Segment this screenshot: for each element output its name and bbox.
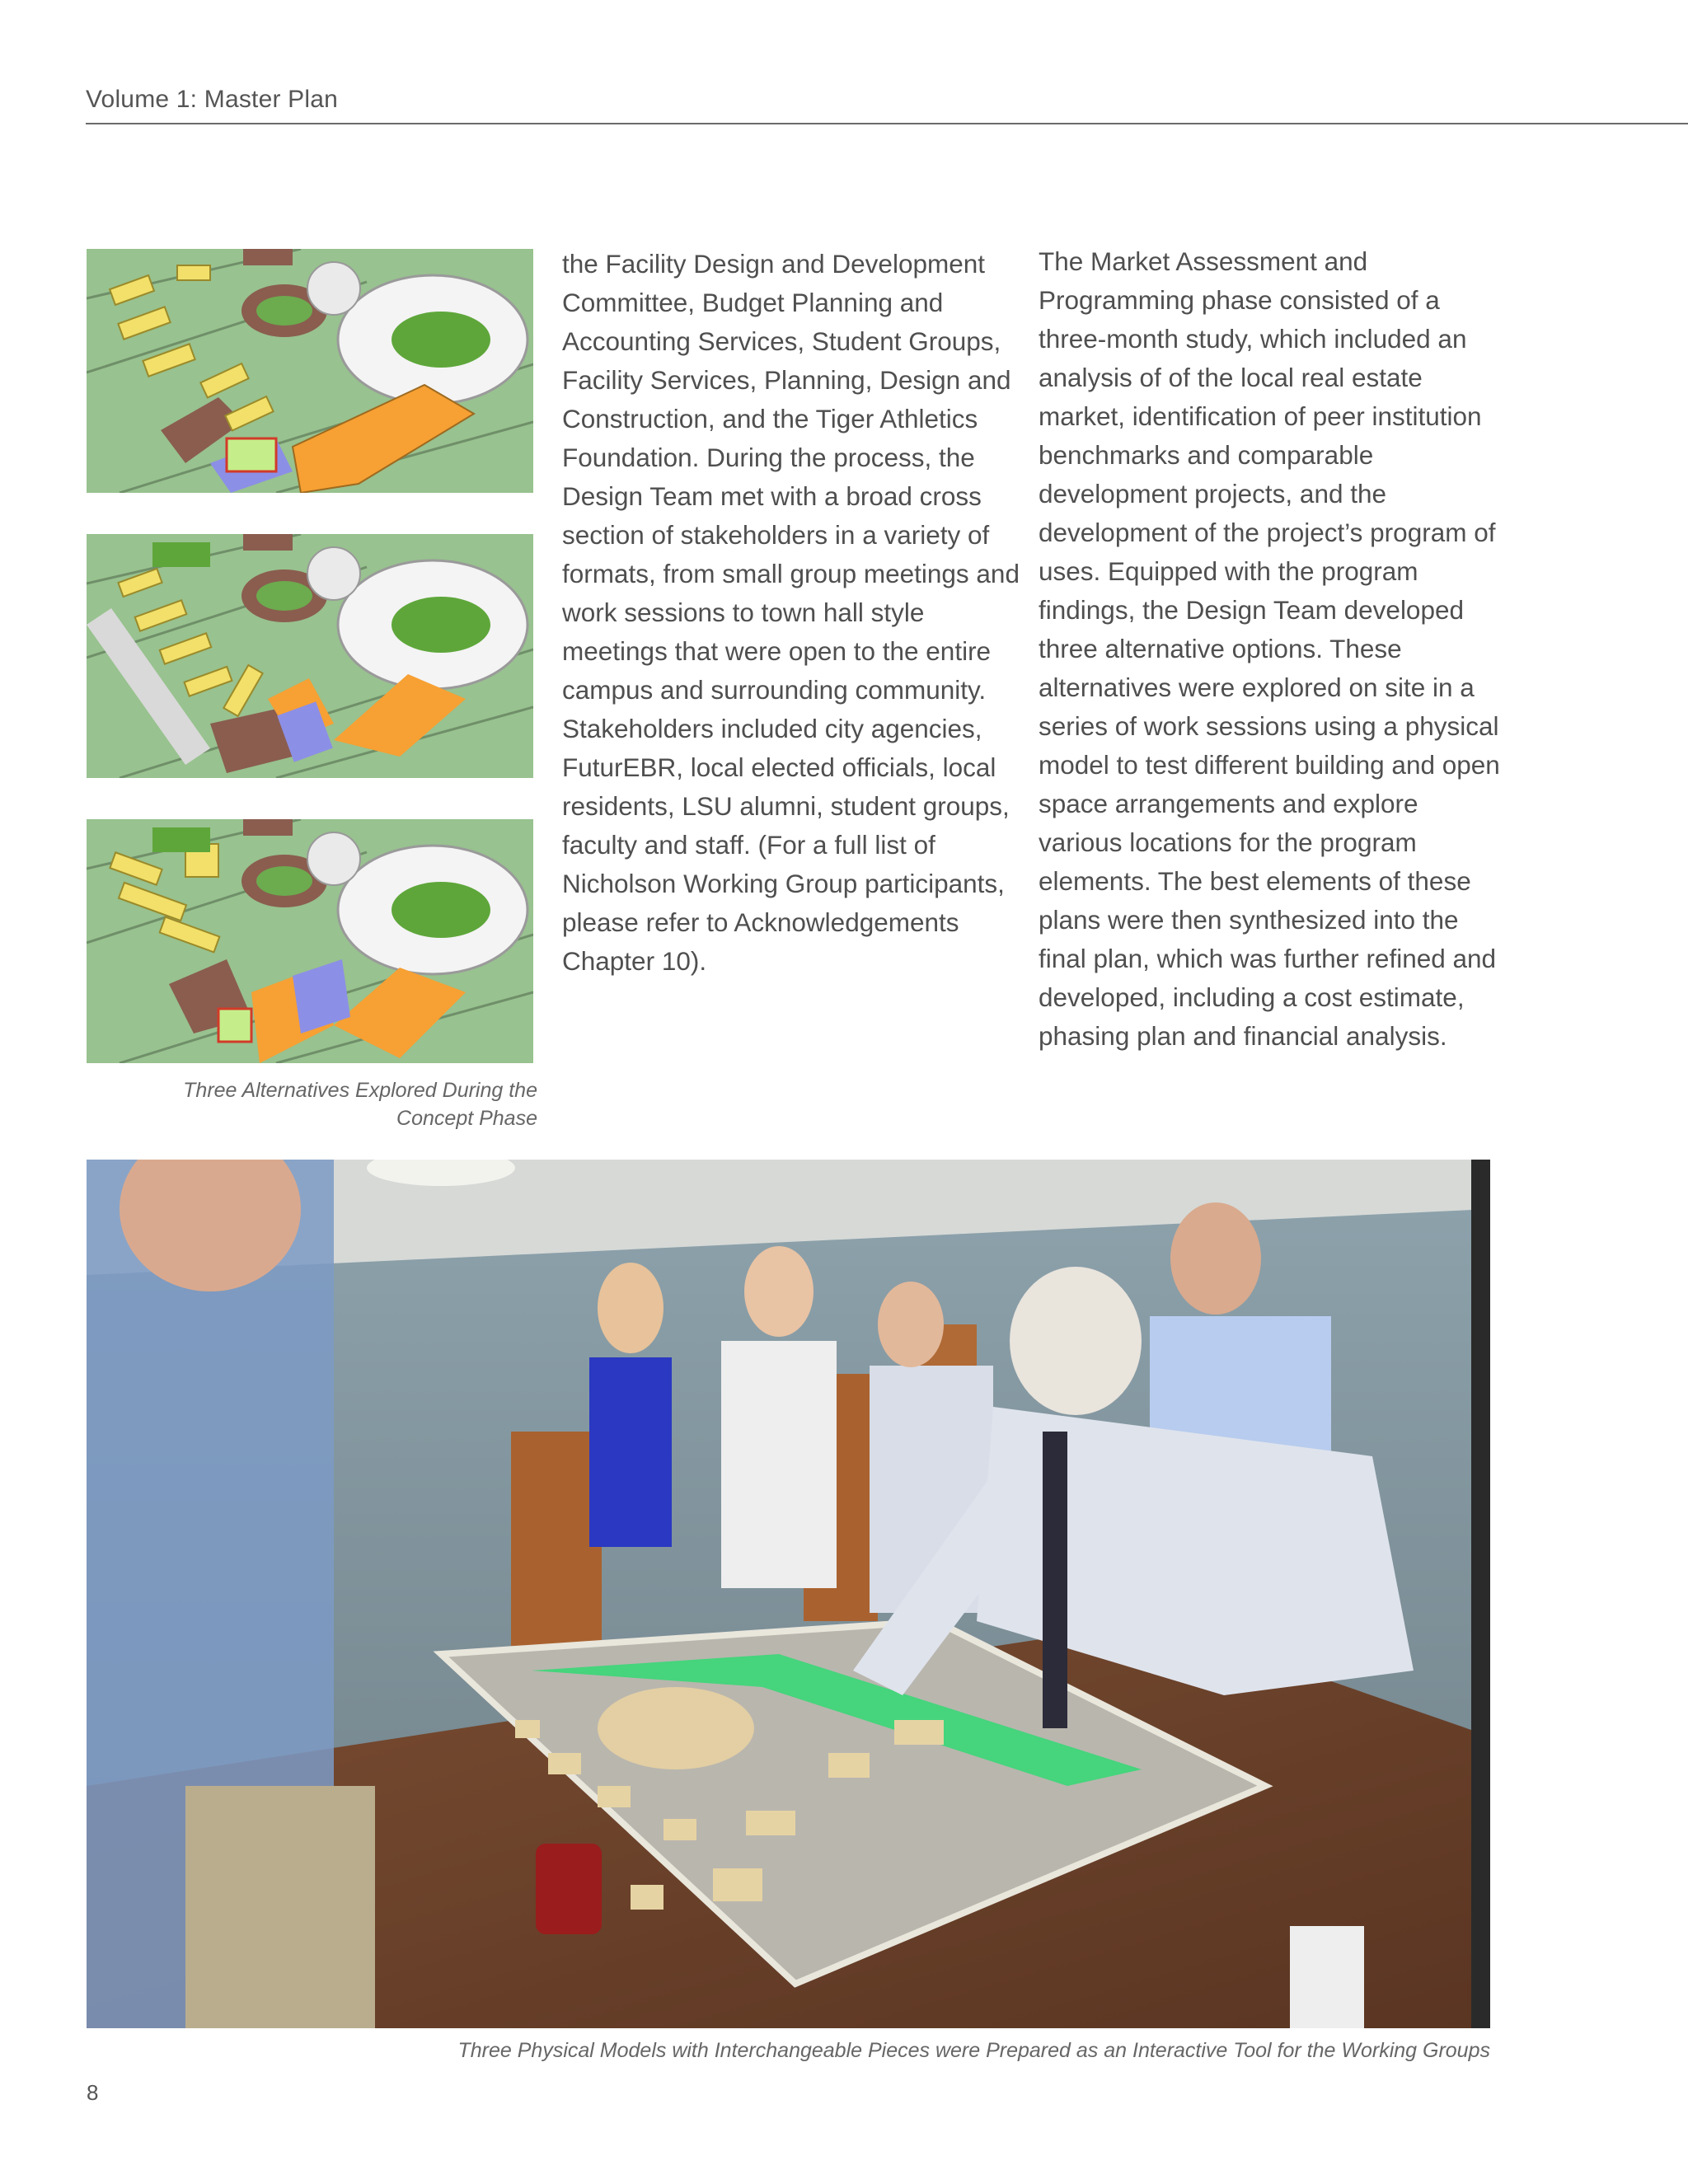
page-number: 8	[87, 2080, 99, 2105]
alternative-plan-3-drawing	[87, 819, 533, 1063]
body-column-2	[1039, 242, 1500, 1056]
alternatives-caption-line-2: Concept Phase	[396, 1107, 537, 1130]
working-group-photo	[87, 1160, 1490, 2028]
alternative-plan-3	[87, 819, 533, 1063]
alternative-plan-2-drawing	[87, 534, 533, 778]
alternatives-caption-line-1: Three Alternatives Explored During the	[183, 1079, 537, 1102]
alternative-plan-1	[87, 249, 533, 493]
header-rule	[86, 123, 1688, 124]
alternative-plan-1-drawing	[87, 249, 533, 493]
working-group-photo-illustration	[87, 1160, 1490, 2028]
body-paragraph-1: the Facility Design and Development Committee, Budget Planning and Accounting Services, Student Groups, Facility Services, Planning, Design and Construction, and the Tiger Athletics Foundation. During the process, the Design Team met with a broad cross section of stakeholders in a variety of formats, from small group meetings and work sessions to town hall style meetings that were open to the entire campus and surrounding community. Stakeholders included city agencies, FuturEBR, local elected officials, local residents, LSU alumni, student groups, faculty and staff. (For a full list of Nicholson Working Group participants, please refer to Acknowledgements Chapter 10).	[562, 249, 1020, 976]
photo-caption: Three Physical Models with Interchangeable Pieces were Prepared as an Interactive Tool for the Working Groups	[457, 2039, 1490, 2062]
alternative-plan-2	[87, 534, 533, 778]
body-column-1	[562, 245, 1024, 981]
alternatives-caption	[86, 1076, 537, 1132]
body-paragraph-2: The Market Assessment and Programming phase consisted of a three-month study, which included an analysis of of the local real estate market, identification of peer institution benchmarks and comparable development projects, and the development of the project’s program of uses. Equipped with the program findings, the Design Team developed three alternative options. These alternatives were explored on site in a series of work sessions using a physical model to test different building and open space arrangements and explore various locations for the program elements. The best elements of these plans were then synthesized into the final plan, which was further refined and developed, including a cost estimate, phasing plan and financial analysis.	[1039, 246, 1500, 1051]
running-header: Volume 1: Master Plan	[86, 86, 339, 113]
